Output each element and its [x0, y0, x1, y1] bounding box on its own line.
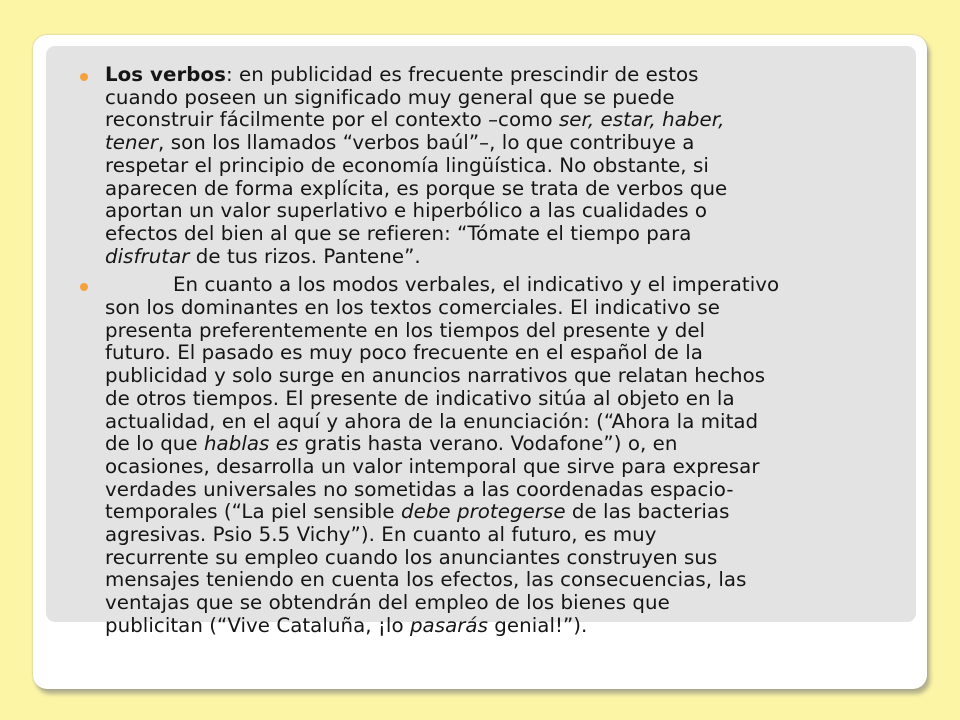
text-run: En cuanto a los modos verbales, el indicativo y el imperativo: [173, 273, 780, 297]
text-run: , son los llamados “verbos baúl”–, lo que contribuye a: [158, 131, 695, 155]
text-line: [105, 320, 916, 343]
text-line: [105, 223, 916, 246]
text-line: [105, 524, 916, 547]
text-run: gratis hasta verano. Vodafone”) o, en: [298, 432, 678, 456]
text-line: [105, 200, 916, 223]
text-line: [105, 297, 916, 320]
text-line: [105, 109, 916, 132]
text-run: de las bacterias: [565, 500, 730, 524]
text-line: [105, 569, 916, 592]
text-line: [105, 155, 916, 178]
text-run: temporales (“La piel sensible: [105, 500, 401, 524]
italic-text: tener: [105, 131, 159, 155]
text-line: [105, 246, 916, 269]
text-line: [105, 479, 916, 502]
italic-text: ser, estar, haber,: [558, 108, 725, 132]
text-line: [105, 592, 916, 615]
italic-text: disfrutar: [105, 244, 190, 268]
text-run: aparecen de forma explícita, es porque se trata de verbos que: [105, 176, 728, 200]
text-line: [105, 433, 916, 456]
text-line: [105, 132, 916, 155]
text-line: [105, 64, 916, 87]
text-run: cuando poseen un significado muy general que se puede: [105, 85, 675, 109]
text-run: : en publicidad es frecuente prescindir de estos: [225, 63, 699, 86]
text-run: de tus rizos. Pantene”.: [189, 244, 421, 268]
text-run: reconstruir fácilmente por el contexto –como: [105, 108, 559, 132]
text-run: son los dominantes en los textos comerciales. El indicativo se: [105, 296, 720, 320]
bullet-paragraph-1: [80, 64, 916, 268]
text-line: [105, 274, 916, 297]
text-run: ocasiones, desarrolla un valor intemporal que sirve para expresar: [105, 454, 760, 478]
text-run: mensajes teniendo en cuenta los efectos, las consecuencias, las: [105, 568, 747, 592]
italic-text: hablas es: [203, 432, 299, 456]
text-line: [105, 342, 916, 365]
text-run: publicitan (“Vive Cataluña, ¡lo: [105, 613, 410, 637]
text-line: [105, 388, 916, 411]
text-run: de lo que: [105, 432, 204, 456]
text-run: aportan un valor superlativo e hiperbólico a las cualidades o: [105, 199, 708, 223]
text-run: verdades universales no sometidas a las coordenadas espacio-: [105, 477, 734, 501]
slide-text-body: [80, 64, 916, 644]
text-run: publicidad y solo surge en anuncios narrativos que relatan hechos: [105, 364, 766, 388]
italic-text: debe protegerse: [401, 500, 566, 524]
text-run: ventajas que se obtendrán del empleo de los bienes que: [105, 591, 670, 615]
text-run: presenta preferentemente en los tiempos del presente y del: [105, 318, 706, 342]
text-run: respetar el principio de economía lingüística. No obstante, si: [105, 153, 709, 177]
italic-text: pasarás: [409, 613, 488, 637]
text-run: agresivas. Psio 5.5 Vichy”). En cuanto al futuro, es muy: [105, 523, 657, 547]
bullet-paragraph-2: [80, 274, 916, 637]
bullet-dot-icon: [80, 73, 88, 81]
text-run: efectos del bien al que se refieren: “Tómate el tiempo para: [105, 221, 692, 245]
text-run: de otros tiempos. El presente de indicativo sitúa al objeto en la: [105, 386, 735, 410]
text-line: [105, 615, 916, 638]
text-line: [105, 411, 916, 434]
text-line: [105, 87, 916, 110]
text-line: [105, 501, 916, 524]
text-line: [105, 365, 916, 388]
text-line: [105, 547, 916, 570]
text-line: [105, 178, 916, 201]
lead-term: Los verbos: [105, 63, 226, 86]
text-run: futuro. El pasado es muy poco frecuente en el español de la: [105, 341, 703, 365]
text-run: genial!”).: [487, 613, 588, 637]
text-run: recurrente su empleo cuando los anunciantes construyen sus: [105, 545, 718, 569]
text-line: [105, 456, 916, 479]
bullet-dot-icon: [80, 283, 88, 291]
text-run: actualidad, en el aquí y ahora de la enunciación: (“Ahora la mitad: [105, 409, 759, 433]
